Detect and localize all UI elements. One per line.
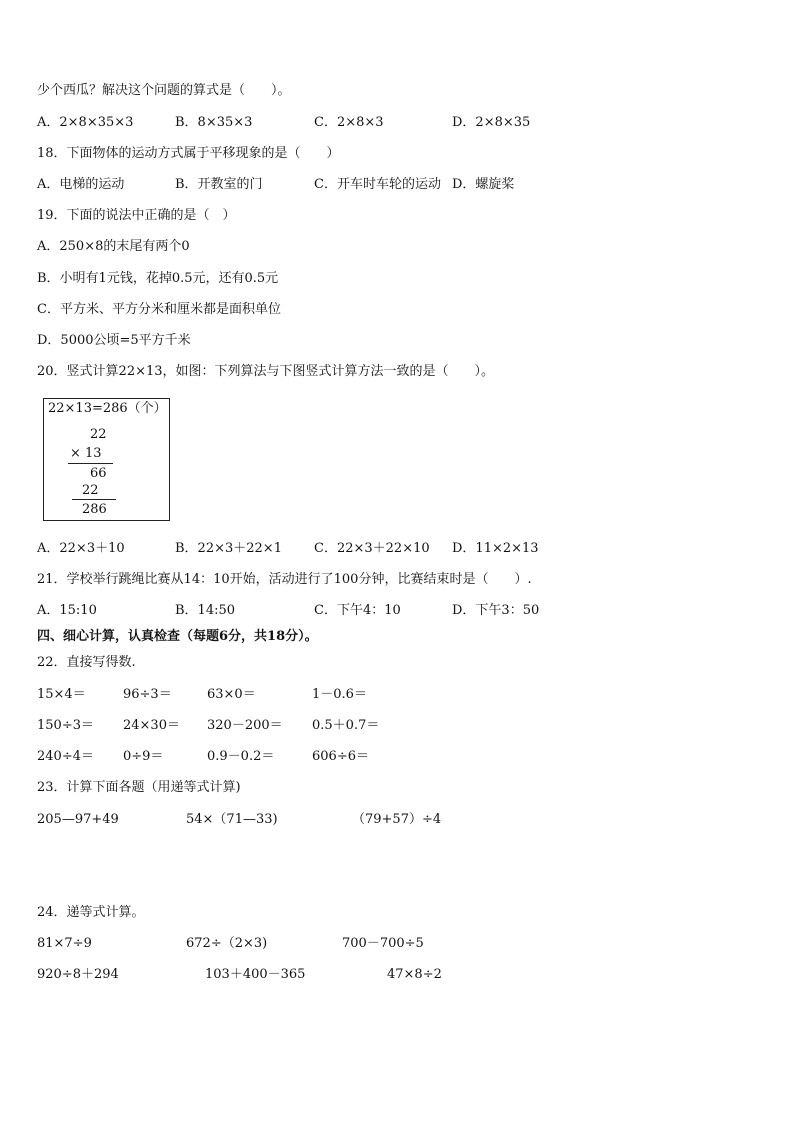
q19-option-c[interactable]: C．平方米、平方分米和厘米都是面积单位 bbox=[37, 302, 281, 317]
q18-option-a[interactable]: A．电梯的运动 bbox=[37, 177, 125, 192]
q23-item: （79+57）÷4 bbox=[352, 812, 442, 827]
vertical-partial-2: 22 bbox=[82, 483, 99, 498]
q19-option-a[interactable]: A．250×8的末尾有两个0 bbox=[37, 239, 190, 254]
q24-item: 672÷（2×3) bbox=[186, 936, 268, 951]
q18-option-d[interactable]: D．螺旋桨 bbox=[452, 177, 515, 192]
q24-item: 920÷8＋294 bbox=[37, 967, 119, 982]
q19-question: 19．下面的说法中正确的是（ ） bbox=[37, 208, 236, 223]
vertical-result: 286 bbox=[82, 502, 107, 517]
section-4-heading: 四、细心计算，认真检查（每题6分，共18分）。 bbox=[37, 629, 318, 644]
q20-question: 20．竖式计算22×13，如图：下列算法与下图竖式计算方法一致的是（ ）。 bbox=[37, 364, 495, 379]
q18-question: 18．下面物体的运动方式属于平移现象的是（ ） bbox=[37, 146, 340, 161]
q18-option-c[interactable]: C．开车时车轮的运动 bbox=[314, 177, 441, 192]
vertical-rule-1 bbox=[68, 463, 113, 464]
q23-item: 205—97+49 bbox=[37, 812, 119, 827]
q22-item: 606÷6＝ bbox=[312, 749, 369, 764]
q20-option-c[interactable]: C．22×3＋22×10 bbox=[314, 541, 430, 556]
q24-item: 103＋400－365 bbox=[205, 967, 306, 982]
q17-option-b[interactable]: B．8×35×3 bbox=[175, 115, 253, 130]
q22-item: 24×30＝ bbox=[123, 718, 180, 733]
q17-option-d[interactable]: D．2×8×35 bbox=[452, 115, 531, 130]
vertical-multiplier: × 13 bbox=[70, 446, 102, 461]
q22-item: 0.5＋0.7＝ bbox=[312, 718, 380, 733]
q22-item: 63×0＝ bbox=[207, 687, 256, 702]
q22-item: 0÷9＝ bbox=[123, 749, 164, 764]
q20-option-d[interactable]: D．11×2×13 bbox=[452, 541, 539, 556]
vertical-header: 22×13=286（个） bbox=[48, 401, 167, 416]
q21-option-b[interactable]: B．14:50 bbox=[175, 603, 236, 618]
q24-item: 47×8÷2 bbox=[387, 967, 442, 982]
q24-item: 81×7÷9 bbox=[37, 936, 92, 951]
q21-option-d[interactable]: D．下午3：50 bbox=[452, 603, 540, 618]
q22-item: 96÷3＝ bbox=[123, 687, 172, 702]
vertical-partial-1: 66 bbox=[90, 466, 107, 481]
q23-item: 54×（71—33) bbox=[186, 812, 278, 827]
q21-option-a[interactable]: A．15:10 bbox=[37, 603, 97, 618]
q22-item: 240÷4＝ bbox=[37, 749, 94, 764]
q23-question: 23．计算下面各题（用递等式计算) bbox=[37, 780, 241, 795]
q19-option-d[interactable]: D．5000公顷=5平方千米 bbox=[37, 333, 191, 348]
q18-option-b[interactable]: B．开教室的门 bbox=[175, 177, 263, 192]
q24-item: 700－700÷5 bbox=[342, 936, 424, 951]
q19-option-b[interactable]: B．小明有1元钱，花掉0.5元，还有0.5元 bbox=[37, 271, 279, 286]
vertical-rule-2 bbox=[72, 499, 116, 500]
vertical-multiplication-figure bbox=[43, 398, 170, 521]
q17-option-a[interactable]: A．2×8×35×3 bbox=[37, 115, 134, 130]
vertical-multiplicand: 22 bbox=[90, 427, 107, 442]
q22-question: 22．直接写得数. bbox=[37, 655, 136, 670]
q22-item: 320－200＝ bbox=[207, 718, 283, 733]
q17-question-tail: 少个西瓜？解决这个问题的算式是（ ）。 bbox=[37, 83, 291, 98]
q24-question: 24．递等式计算。 bbox=[37, 905, 145, 920]
q20-option-a[interactable]: A．22×3＋10 bbox=[37, 541, 125, 556]
q22-item: 1－0.6＝ bbox=[312, 687, 367, 702]
q22-item: 0.9－0.2＝ bbox=[207, 749, 275, 764]
q20-option-b[interactable]: B．22×3＋22×1 bbox=[175, 541, 282, 556]
q21-question: 21．学校举行跳绳比赛从14：10开始，活动进行了100分钟，比赛结束时是（ ）. bbox=[37, 572, 532, 587]
q17-option-c[interactable]: C．2×8×3 bbox=[314, 115, 384, 130]
q21-option-c[interactable]: C．下午4：10 bbox=[314, 603, 401, 618]
q22-item: 150÷3＝ bbox=[37, 718, 94, 733]
q22-item: 15×4＝ bbox=[37, 687, 86, 702]
